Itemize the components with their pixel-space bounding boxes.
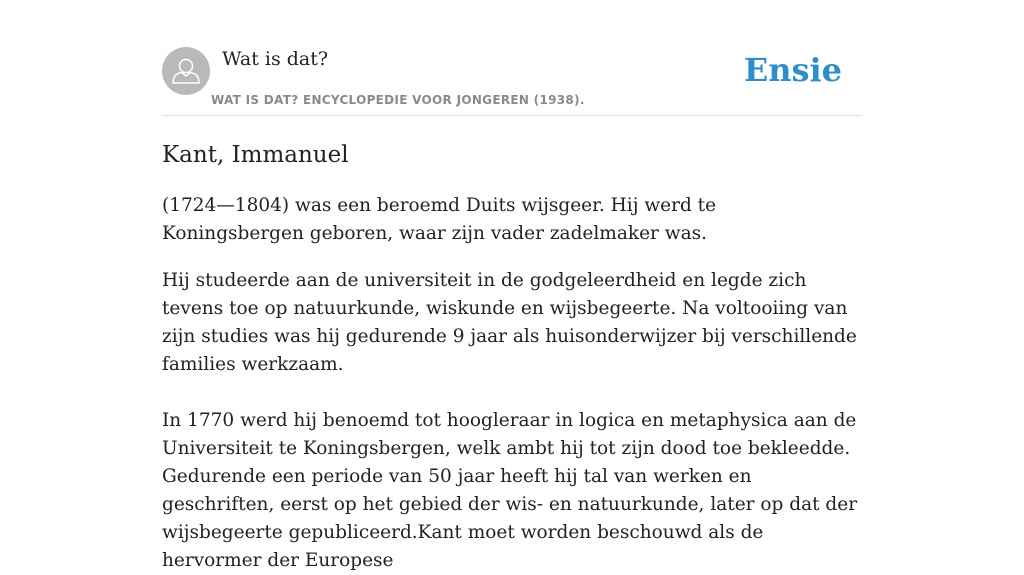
article-paragraph: In 1770 werd hij benoemd tot hoogleraar in logica en metaphysica aan de Universiteit te Koningsbergen, welk ambt hij tot zijn dood toe bekleedde. Gedurende een periode van 50 jaar heeft hij tal van werken en geschriften, eerst op het gebied der wis- en natuurkunde, later op dat der wijsbegeerte gepubliceerd.Kant moet worden beschouwd als de hervormer der Europese (162, 410, 858, 571)
source-title-link[interactable]: Wat is dat? (222, 48, 329, 70)
article-paragraph: (1724—1804) was een beroemd Duits wijsgeer. Hij werd te Koningsbergen geboren, waar zijn vader zadelmaker was. (162, 195, 717, 244)
article (162, 138, 862, 575)
user-placeholder-icon[interactable] (162, 47, 210, 95)
ensie-logo-link[interactable]: Ensie (743, 51, 842, 89)
source-header (162, 46, 862, 116)
source-subtitle: WAT IS DAT? ENCYCLOPEDIE VOOR JONGEREN (1938). (211, 93, 585, 107)
article-title: Kant, Immanuel (162, 142, 349, 168)
article-paragraph: Hij studeerde aan de universiteit in de godgeleerdheid en legde zich tevens toe op natuurkunde, wiskunde en wijsbegeerte. Na voltooiing van zijn studies was hij gedurende 9 jaar als huisonderwijzer bij verschillende families werkzaam. (162, 270, 857, 375)
